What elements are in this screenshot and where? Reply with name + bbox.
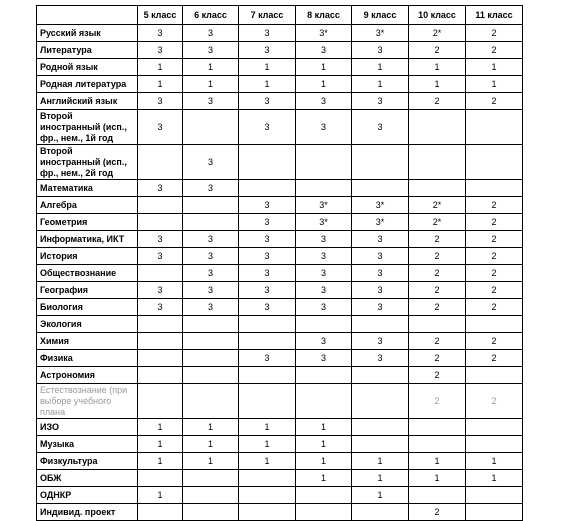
- hours-cell-grade-11: 2: [466, 42, 523, 59]
- hours-cell-grade-11: 2: [466, 350, 523, 367]
- hours-cell-grade-7: 3: [239, 231, 296, 248]
- hours-cell-grade-11: 1: [466, 453, 523, 470]
- table-row: [37, 367, 523, 384]
- hours-cell-grade-11: 2: [466, 333, 523, 350]
- hours-cell-grade-6: 3: [183, 248, 239, 265]
- hours-cell-grade-6: 3: [183, 265, 239, 282]
- hours-cell-grade-8: 3: [296, 265, 352, 282]
- hours-cell-grade-7: 3: [239, 25, 296, 42]
- subject-cell: Второй иностранный (исп., фр., нем., 2й год: [37, 145, 138, 180]
- hours-cell-grade-7: 3: [239, 42, 296, 59]
- hours-cell-grade-5: [138, 470, 183, 487]
- subject-cell: ОДНКР: [37, 487, 138, 504]
- hours-cell-grade-6: [183, 470, 239, 487]
- hours-cell-grade-11: [466, 367, 523, 384]
- hours-cell-grade-10: [409, 436, 466, 453]
- hours-cell-grade-10: [409, 145, 466, 180]
- hours-cell-grade-9: [352, 436, 409, 453]
- table-row: [37, 299, 523, 316]
- hours-cell-grade-6: 1: [183, 453, 239, 470]
- hours-cell-grade-7: 3: [239, 282, 296, 299]
- hours-cell-grade-6: [183, 110, 239, 145]
- hours-cell-grade-7: 3: [239, 197, 296, 214]
- hours-cell-grade-6: [183, 487, 239, 504]
- hours-cell-grade-7: 3: [239, 265, 296, 282]
- hours-cell-grade-10: 2: [409, 367, 466, 384]
- hours-cell-grade-10: 2*: [409, 214, 466, 231]
- hours-cell-grade-6: 3: [183, 42, 239, 59]
- hours-cell-grade-5: 3: [138, 25, 183, 42]
- hours-cell-grade-6: 3: [183, 25, 239, 42]
- hours-cell-grade-10: 2*: [409, 25, 466, 42]
- subject-cell: Музыка: [37, 436, 138, 453]
- hours-cell-grade-7: 1: [239, 59, 296, 76]
- table-row: [37, 333, 523, 350]
- hours-cell-grade-9: 3: [352, 110, 409, 145]
- hours-cell-grade-11: [466, 487, 523, 504]
- hours-cell-grade-5: [138, 504, 183, 521]
- hours-cell-grade-10: 2: [409, 42, 466, 59]
- table-row: [37, 42, 523, 59]
- hours-cell-grade-11: 2: [466, 25, 523, 42]
- hours-cell-grade-11: 2: [466, 248, 523, 265]
- table-row: [37, 453, 523, 470]
- hours-cell-grade-10: 2: [409, 231, 466, 248]
- hours-cell-grade-11: 1: [466, 59, 523, 76]
- hours-cell-grade-7: 3: [239, 299, 296, 316]
- hours-cell-grade-6: [183, 504, 239, 521]
- hours-cell-grade-9: 3: [352, 42, 409, 59]
- hours-cell-grade-5: [138, 384, 183, 419]
- hours-cell-grade-5: [138, 316, 183, 333]
- hours-cell-grade-6: 1: [183, 436, 239, 453]
- hours-cell-grade-10: 2: [409, 384, 466, 419]
- hours-cell-grade-8: [296, 384, 352, 419]
- hours-cell-grade-8: 3*: [296, 25, 352, 42]
- hours-cell-grade-7: [239, 504, 296, 521]
- hours-cell-grade-9: 3: [352, 350, 409, 367]
- hours-cell-grade-11: [466, 419, 523, 436]
- hours-cell-grade-9: 3: [352, 282, 409, 299]
- hours-cell-grade-10: 1: [409, 453, 466, 470]
- hours-cell-grade-7: [239, 145, 296, 180]
- hours-cell-grade-7: [239, 384, 296, 419]
- hours-cell-grade-11: [466, 436, 523, 453]
- header-grade-10: 10 класс: [409, 6, 466, 25]
- table-row: [37, 384, 523, 419]
- curriculum-table: [36, 5, 523, 521]
- hours-cell-grade-8: [296, 316, 352, 333]
- hours-cell-grade-7: 1: [239, 76, 296, 93]
- hours-cell-grade-8: 1: [296, 453, 352, 470]
- hours-cell-grade-9: 1: [352, 76, 409, 93]
- hours-cell-grade-5: [138, 145, 183, 180]
- header-grade-5: 5 класс: [138, 6, 183, 25]
- hours-cell-grade-8: 1: [296, 470, 352, 487]
- hours-cell-grade-6: [183, 214, 239, 231]
- hours-cell-grade-7: [239, 367, 296, 384]
- hours-cell-grade-6: [183, 333, 239, 350]
- hours-cell-grade-6: 3: [183, 231, 239, 248]
- hours-cell-grade-9: 3: [352, 231, 409, 248]
- table-row: [37, 504, 523, 521]
- subject-cell: Естествознание (при выборе учебного плана: [37, 384, 138, 419]
- hours-cell-grade-8: [296, 487, 352, 504]
- hours-cell-grade-7: 3: [239, 248, 296, 265]
- subject-cell: История: [37, 248, 138, 265]
- hours-cell-grade-6: [183, 367, 239, 384]
- hours-cell-grade-5: 3: [138, 299, 183, 316]
- subject-cell: Биология: [37, 299, 138, 316]
- subject-cell: Алгебра: [37, 197, 138, 214]
- subject-cell: Литература: [37, 42, 138, 59]
- hours-cell-grade-11: 2: [466, 214, 523, 231]
- subject-cell: Обществознание: [37, 265, 138, 282]
- hours-cell-grade-11: [466, 316, 523, 333]
- table-row: [37, 487, 523, 504]
- hours-cell-grade-6: 3: [183, 180, 239, 197]
- hours-cell-grade-8: 1: [296, 436, 352, 453]
- table-row: [37, 350, 523, 367]
- hours-cell-grade-10: 1: [409, 470, 466, 487]
- hours-cell-grade-9: 3*: [352, 197, 409, 214]
- hours-cell-grade-6: 1: [183, 419, 239, 436]
- hours-cell-grade-10: 2: [409, 248, 466, 265]
- hours-cell-grade-9: [352, 419, 409, 436]
- hours-cell-grade-7: 3: [239, 93, 296, 110]
- table-row: [37, 436, 523, 453]
- hours-cell-grade-10: 2: [409, 350, 466, 367]
- hours-cell-grade-9: 1: [352, 453, 409, 470]
- hours-cell-grade-5: [138, 367, 183, 384]
- hours-cell-grade-10: [409, 487, 466, 504]
- table-row: [37, 248, 523, 265]
- hours-cell-grade-7: 3: [239, 110, 296, 145]
- hours-cell-grade-8: 3: [296, 248, 352, 265]
- hours-cell-grade-9: 3: [352, 333, 409, 350]
- hours-cell-grade-11: [466, 504, 523, 521]
- table-row: [37, 282, 523, 299]
- hours-cell-grade-5: 3: [138, 42, 183, 59]
- hours-cell-grade-5: 1: [138, 419, 183, 436]
- hours-cell-grade-10: [409, 180, 466, 197]
- hours-cell-grade-7: [239, 487, 296, 504]
- hours-cell-grade-7: 1: [239, 419, 296, 436]
- hours-cell-grade-11: [466, 110, 523, 145]
- hours-cell-grade-6: [183, 316, 239, 333]
- hours-cell-grade-9: 3: [352, 299, 409, 316]
- header-grade-7: 7 класс: [239, 6, 296, 25]
- table-row: [37, 145, 523, 180]
- subject-cell: Физкультура: [37, 453, 138, 470]
- table-row: [37, 214, 523, 231]
- hours-cell-grade-9: 3: [352, 265, 409, 282]
- hours-cell-grade-11: [466, 180, 523, 197]
- table-row: [37, 316, 523, 333]
- subject-cell: Геометрия: [37, 214, 138, 231]
- hours-cell-grade-9: [352, 367, 409, 384]
- subject-cell: Русский язык: [37, 25, 138, 42]
- table-row: [37, 419, 523, 436]
- hours-cell-grade-8: 3: [296, 42, 352, 59]
- header-grade-8: 8 класс: [296, 6, 352, 25]
- subject-cell: Индивид. проект: [37, 504, 138, 521]
- hours-cell-grade-6: 3: [183, 282, 239, 299]
- hours-cell-grade-5: [138, 197, 183, 214]
- hours-cell-grade-10: 2*: [409, 197, 466, 214]
- hours-cell-grade-9: [352, 384, 409, 419]
- table-row: [37, 231, 523, 248]
- table-row: [37, 76, 523, 93]
- hours-cell-grade-10: 2: [409, 299, 466, 316]
- table-row: [37, 265, 523, 282]
- hours-cell-grade-11: 2: [466, 93, 523, 110]
- hours-cell-grade-8: 3*: [296, 214, 352, 231]
- hours-cell-grade-11: 1: [466, 76, 523, 93]
- subject-cell: Экология: [37, 316, 138, 333]
- hours-cell-grade-10: 2: [409, 282, 466, 299]
- hours-cell-grade-5: 1: [138, 76, 183, 93]
- hours-cell-grade-11: 2: [466, 265, 523, 282]
- hours-cell-grade-11: 2: [466, 197, 523, 214]
- hours-cell-grade-5: 3: [138, 180, 183, 197]
- hours-cell-grade-8: 1: [296, 76, 352, 93]
- hours-cell-grade-5: 3: [138, 248, 183, 265]
- hours-cell-grade-9: 1: [352, 59, 409, 76]
- hours-cell-grade-7: 1: [239, 436, 296, 453]
- subject-cell: Родной язык: [37, 59, 138, 76]
- hours-cell-grade-9: [352, 316, 409, 333]
- hours-cell-grade-8: 1: [296, 59, 352, 76]
- subject-cell: Родная литература: [37, 76, 138, 93]
- hours-cell-grade-10: 2: [409, 333, 466, 350]
- hours-cell-grade-9: 3: [352, 93, 409, 110]
- hours-cell-grade-7: [239, 180, 296, 197]
- header-grade-11: 11 класс: [466, 6, 523, 25]
- hours-cell-grade-5: 1: [138, 453, 183, 470]
- hours-cell-grade-8: 3: [296, 93, 352, 110]
- header-row: [37, 6, 523, 25]
- hours-cell-grade-6: [183, 350, 239, 367]
- subject-cell: Математика: [37, 180, 138, 197]
- hours-cell-grade-5: 1: [138, 436, 183, 453]
- hours-cell-grade-9: 1: [352, 487, 409, 504]
- subject-cell: Второй иностранный (исп., фр., нем., 1й год: [37, 110, 138, 145]
- subject-cell: Астрономия: [37, 367, 138, 384]
- hours-cell-grade-7: [239, 333, 296, 350]
- hours-cell-grade-7: [239, 316, 296, 333]
- hours-cell-grade-6: 3: [183, 145, 239, 180]
- table-row: [37, 25, 523, 42]
- hours-cell-grade-9: 3*: [352, 214, 409, 231]
- header-subject: [37, 6, 138, 25]
- hours-cell-grade-6: 3: [183, 93, 239, 110]
- table-row: [37, 93, 523, 110]
- hours-cell-grade-5: 3: [138, 231, 183, 248]
- hours-cell-grade-11: 2: [466, 384, 523, 419]
- subject-cell: ИЗО: [37, 419, 138, 436]
- hours-cell-grade-11: 2: [466, 231, 523, 248]
- hours-cell-grade-9: [352, 180, 409, 197]
- hours-cell-grade-5: [138, 333, 183, 350]
- hours-cell-grade-8: [296, 180, 352, 197]
- hours-cell-grade-8: 3: [296, 110, 352, 145]
- hours-cell-grade-7: 1: [239, 453, 296, 470]
- table-row: [37, 197, 523, 214]
- hours-cell-grade-5: 1: [138, 59, 183, 76]
- hours-cell-grade-10: 2: [409, 504, 466, 521]
- hours-cell-grade-7: 3: [239, 214, 296, 231]
- hours-cell-grade-8: 3: [296, 333, 352, 350]
- hours-cell-grade-7: [239, 470, 296, 487]
- hours-cell-grade-6: 3: [183, 299, 239, 316]
- header-grade-6: 6 класс: [183, 6, 239, 25]
- subject-cell: Химия: [37, 333, 138, 350]
- hours-cell-grade-7: 3: [239, 350, 296, 367]
- table-row: [37, 180, 523, 197]
- hours-cell-grade-11: 2: [466, 299, 523, 316]
- subject-cell: Информатика, ИКТ: [37, 231, 138, 248]
- hours-cell-grade-8: 1: [296, 419, 352, 436]
- hours-cell-grade-5: 3: [138, 110, 183, 145]
- hours-cell-grade-10: 1: [409, 59, 466, 76]
- hours-cell-grade-10: [409, 110, 466, 145]
- hours-cell-grade-8: 3: [296, 231, 352, 248]
- hours-cell-grade-11: 2: [466, 282, 523, 299]
- hours-cell-grade-5: 3: [138, 282, 183, 299]
- subject-cell: География: [37, 282, 138, 299]
- table-row: [37, 110, 523, 145]
- hours-cell-grade-8: 3: [296, 350, 352, 367]
- hours-cell-grade-5: 3: [138, 93, 183, 110]
- hours-cell-grade-8: 3: [296, 282, 352, 299]
- hours-cell-grade-10: [409, 419, 466, 436]
- hours-cell-grade-8: 3: [296, 299, 352, 316]
- hours-cell-grade-8: [296, 504, 352, 521]
- hours-cell-grade-9: [352, 145, 409, 180]
- hours-cell-grade-6: 1: [183, 76, 239, 93]
- hours-cell-grade-9: [352, 504, 409, 521]
- hours-cell-grade-10: 2: [409, 93, 466, 110]
- hours-cell-grade-9: 1: [352, 470, 409, 487]
- hours-cell-grade-8: [296, 145, 352, 180]
- hours-cell-grade-6: 1: [183, 59, 239, 76]
- hours-cell-grade-5: [138, 214, 183, 231]
- table-row: [37, 59, 523, 76]
- hours-cell-grade-10: 1: [409, 76, 466, 93]
- table-row: [37, 470, 523, 487]
- hours-cell-grade-5: [138, 350, 183, 367]
- hours-cell-grade-11: [466, 145, 523, 180]
- hours-cell-grade-8: [296, 367, 352, 384]
- hours-cell-grade-6: [183, 384, 239, 419]
- subject-cell: ОБЖ: [37, 470, 138, 487]
- hours-cell-grade-8: 3*: [296, 197, 352, 214]
- hours-cell-grade-10: 2: [409, 265, 466, 282]
- hours-cell-grade-6: [183, 197, 239, 214]
- hours-cell-grade-11: 1: [466, 470, 523, 487]
- hours-cell-grade-9: 3: [352, 248, 409, 265]
- header-grade-9: 9 класс: [352, 6, 409, 25]
- subject-cell: Физика: [37, 350, 138, 367]
- hours-cell-grade-5: [138, 265, 183, 282]
- hours-cell-grade-5: 1: [138, 487, 183, 504]
- hours-cell-grade-9: 3*: [352, 25, 409, 42]
- subject-cell: Английский язык: [37, 93, 138, 110]
- hours-cell-grade-10: [409, 316, 466, 333]
